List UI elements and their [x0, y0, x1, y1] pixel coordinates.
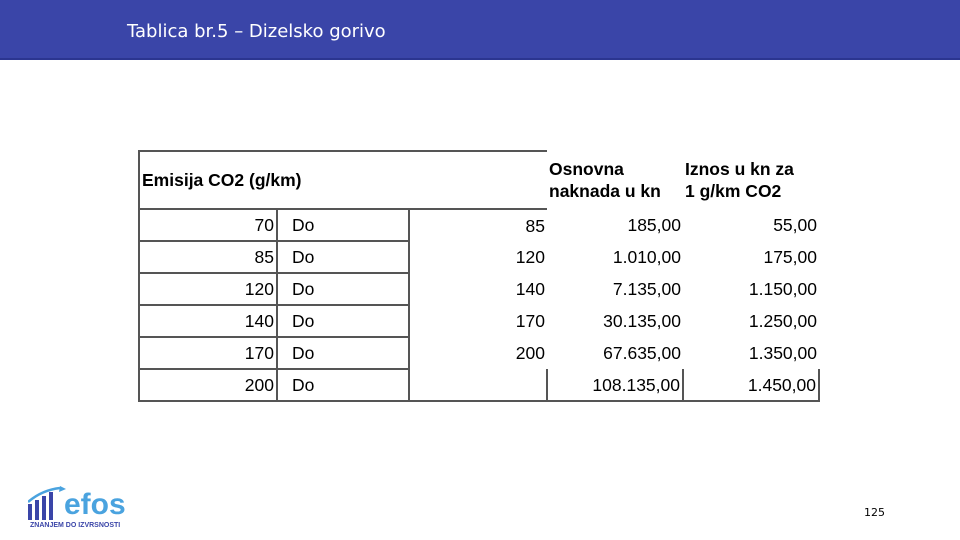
cell-base-fee: 7.135,00: [612, 279, 681, 299]
table-row: [139, 273, 819, 305]
cell-do: Do: [277, 305, 409, 337]
page-title: Tablica br.5 – Dizelsko gorivo: [127, 21, 386, 42]
cell-per-gram: 1.450,00: [683, 369, 819, 401]
cell-do: Do: [277, 273, 409, 305]
cell-do: Do: [277, 337, 409, 369]
table-row: [139, 209, 819, 241]
cell-per-gram: 175,00: [763, 247, 817, 267]
cell-base-fee: 1.010,00: [612, 247, 681, 267]
cell-do: Do: [277, 369, 409, 401]
logo-tagline: ZNANJEM DO IZVRSNOSTI: [30, 522, 121, 529]
table-row: [139, 241, 819, 273]
slide-number: 125: [864, 506, 885, 519]
cell-per-gram: 1.350,00: [748, 343, 817, 363]
cell-from: 140: [139, 305, 277, 337]
table-header-row: [139, 151, 819, 209]
logo-text: efos: [64, 488, 126, 521]
header-per-gram-line2: 1 g/km CO2: [685, 181, 782, 201]
cell-to: 200: [515, 343, 545, 363]
cell-from: 170: [139, 337, 277, 369]
header-base-fee: [547, 151, 683, 209]
table-row: [139, 369, 819, 401]
cell-base-fee: 185,00: [627, 215, 681, 235]
header-base-fee-line1: Osnovna: [549, 159, 624, 179]
cell-from: 200: [139, 369, 277, 401]
cell-from: 70: [139, 209, 277, 241]
cell-per-gram: 1.250,00: [748, 311, 817, 331]
header-per-gram: [683, 151, 819, 209]
co2-fee-table: [138, 150, 820, 402]
cell-per-gram: 55,00: [773, 215, 817, 235]
cell-to: 85: [525, 215, 545, 236]
table-row: [139, 337, 819, 369]
header-base-fee-line2: naknada u kn: [549, 181, 661, 201]
cell-to: 120: [515, 247, 545, 267]
header-bar: [0, 0, 960, 60]
cell-from: 120: [139, 273, 277, 305]
efos-logo: [28, 486, 168, 532]
cell-base-fee: 108.135,00: [547, 369, 683, 401]
cell-to: 170: [515, 311, 545, 331]
cell-from: 85: [139, 241, 277, 273]
cell-base-fee: 67.635,00: [603, 343, 681, 363]
cell-per-gram: 1.150,00: [748, 279, 817, 299]
header-emission: Emisija CO2 (g/km): [139, 151, 547, 209]
cell-do: Do: [277, 241, 409, 273]
cell-to: [409, 369, 547, 401]
cell-base-fee: 30.135,00: [603, 311, 681, 331]
cell-to: 140: [515, 279, 545, 299]
table-row: [139, 305, 819, 337]
header-per-gram-line1: Iznos u kn za: [685, 159, 794, 179]
cell-do: Do: [277, 209, 409, 241]
